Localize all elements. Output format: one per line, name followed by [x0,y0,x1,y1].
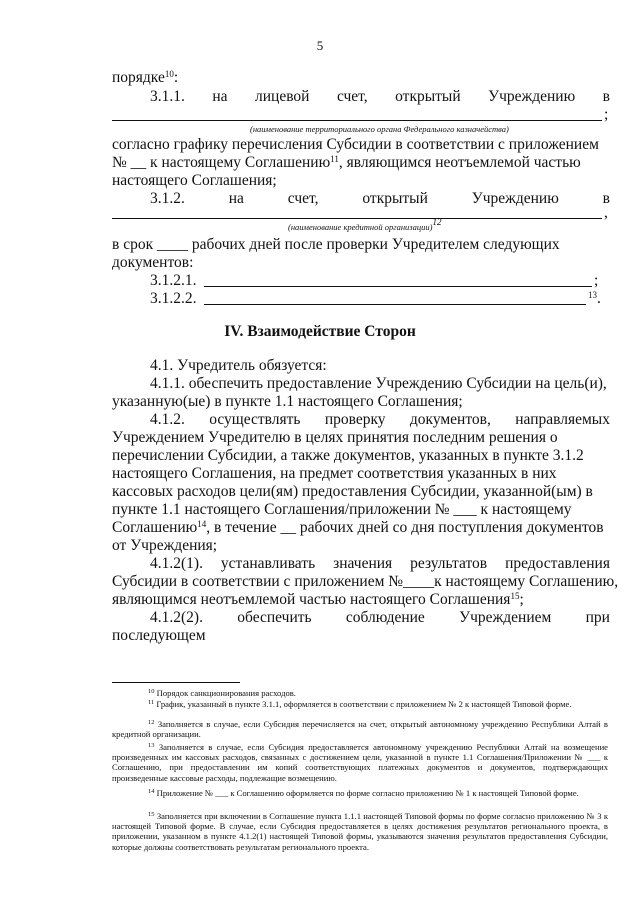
text-line: настоящего Соглашения; [112,172,277,189]
text-line: настоящего Соглашения, на предмет соответствия указанных в них [112,465,557,482]
text-line: указанную(ые) в пункте 1.1 настоящего Соглашения; [112,393,463,410]
text-line: кассовых расходов цели(ям) предоставления Субсидии, указанной(ым) в [112,483,593,500]
footnote-14: $^{14}$ Приложение № ___ к Соглашению оформляется по форме согласно приложению № 1 к настоящей Типовой форме. [148,788,579,798]
footnote-10: $^{10}$ Порядок санкционирования расходов. [148,688,296,698]
footnote-15: $^{15}$ Заполняется при включении в Соглашение пункта 1.1.1 настоящей Типовой формы по форме согласно приложению № 3 к настоящей Типовой форме. В случае, если Субсидия предоставляется в целях достижения результатов регионального проекта, в приложении, указанном в пункте 4.1.2(1) настоящей Типовой формы, указываются значения результатов предоставления Субсидии, которые должны соответствовать результатам регионального проекта. [112,811,608,852]
clause-3-1-1-line: 3.1.1. на лицевой счет, открытый Учреждению в [150,88,610,105]
section-heading: IV. Взаимодействие Сторон [224,323,416,340]
clause-4-1-1: 4.1.1. обеспечить предоставление Учреждению Субсидии на цель(и), [150,375,607,392]
text-line: перечислении Субсидии, а также документов, указанных в пункте 3.1.2 [112,447,584,464]
text-line: являющимся неотъемлемой частью настоящего Соглашения$^{15}$; [112,591,524,608]
footnote-12: $^{12}$ Заполняется в случае, если Субсидия перечисляется на счет, открытый автономному учреждению Республики Алтай в кредитной организации. [112,719,608,740]
text-line: № __ к настоящему Соглашению$^{11}$, являющимся неотъемлемой частью [112,154,581,171]
page-number: 5 [316,38,324,53]
blank-line-doc-1 [204,286,592,287]
footnote-ref-10: 10 [164,69,174,79]
semicolon: ; [594,272,599,289]
text-line: Субсидии в соответствии с приложением №____к настоящему Соглашению, [112,573,619,590]
clause-4-1-2-2-line: 4.1.2(2). обеспечить соблюдение Учреждением при [150,609,610,626]
clause-4-1: 4.1. Учредитель обязуется: [150,357,327,374]
text-line: последующем [112,627,206,644]
caption-credit-organization: (наименование кредитной организации)$^{12}$ [288,217,442,232]
blank-line-treasury [112,120,602,121]
text-line: документов: [112,254,194,271]
semicolon: ; [604,106,609,123]
text-line: пункте 1.1 настоящего Соглашения/приложении № ___ к настоящему [112,501,572,518]
footnote-ref-14: 14 [197,519,207,529]
clause-3-1-2-1: 3.1.2.1. [150,272,197,289]
blank-line-bank [112,218,602,219]
text-line: согласно графику перечисления Субсидии в соответствии с приложением [112,136,599,153]
clause-3-1-2-2: 3.1.2.2. [150,290,197,307]
blank-line-doc-2 [204,304,586,305]
line-poryadke: порядке$^{10}$: [112,69,179,86]
clause-4-1-2-line: 4.1.2. осуществлять проверку документов, направляемых [150,411,610,428]
footnote-11: $^{11}$ График, указанный в пункте 3.1.1, оформляется в соответствии с приложением № 2 к настоящей Типовой форме. [148,699,572,709]
caption-treasury-body: (наименование территориального органа Федерального казначейства) [250,124,509,134]
text-line: Соглашению$^{14}$, в течение __ рабочих дней со дня поступления документов [112,519,604,536]
footnote-ref-11: 11 [330,154,339,164]
clause-3-1-2-line: 3.1.2. на счет, открытый Учреждению в [150,190,610,207]
comma: , [604,204,608,221]
text-line: Учреждением Учредителю в целях принятия последним решения о [112,429,558,446]
text-line: в срок ____ рабочих дней после проверки Учредителем следующих [112,236,560,253]
clause-4-1-2-1-line: 4.1.2(1). устанавливать значения результатов предоставления [150,555,610,572]
text-line: от Учреждения; [112,537,218,554]
footnote-separator [112,682,240,683]
footnote-ref-13-end: $^{13}$. [588,290,601,307]
footnote-13: $^{13}$ Заполняется в случае, если Субсидия предоставляется автономному учреждению Республики Алтай на возмещение произведенных им кассовых расходов, связанных с достижением цели, указанной в пункте 1.1 Соглашения/Приложении № ___ к Соглашению, при предоставлении им копий соответствующих платежных документов и документов, подтверждающих произведенные кассовые расходы, подлежащие возмещению. [112,742,608,783]
footnote-ref-15: 15 [510,591,520,601]
footnote-ref-12: 12 [432,217,442,227]
